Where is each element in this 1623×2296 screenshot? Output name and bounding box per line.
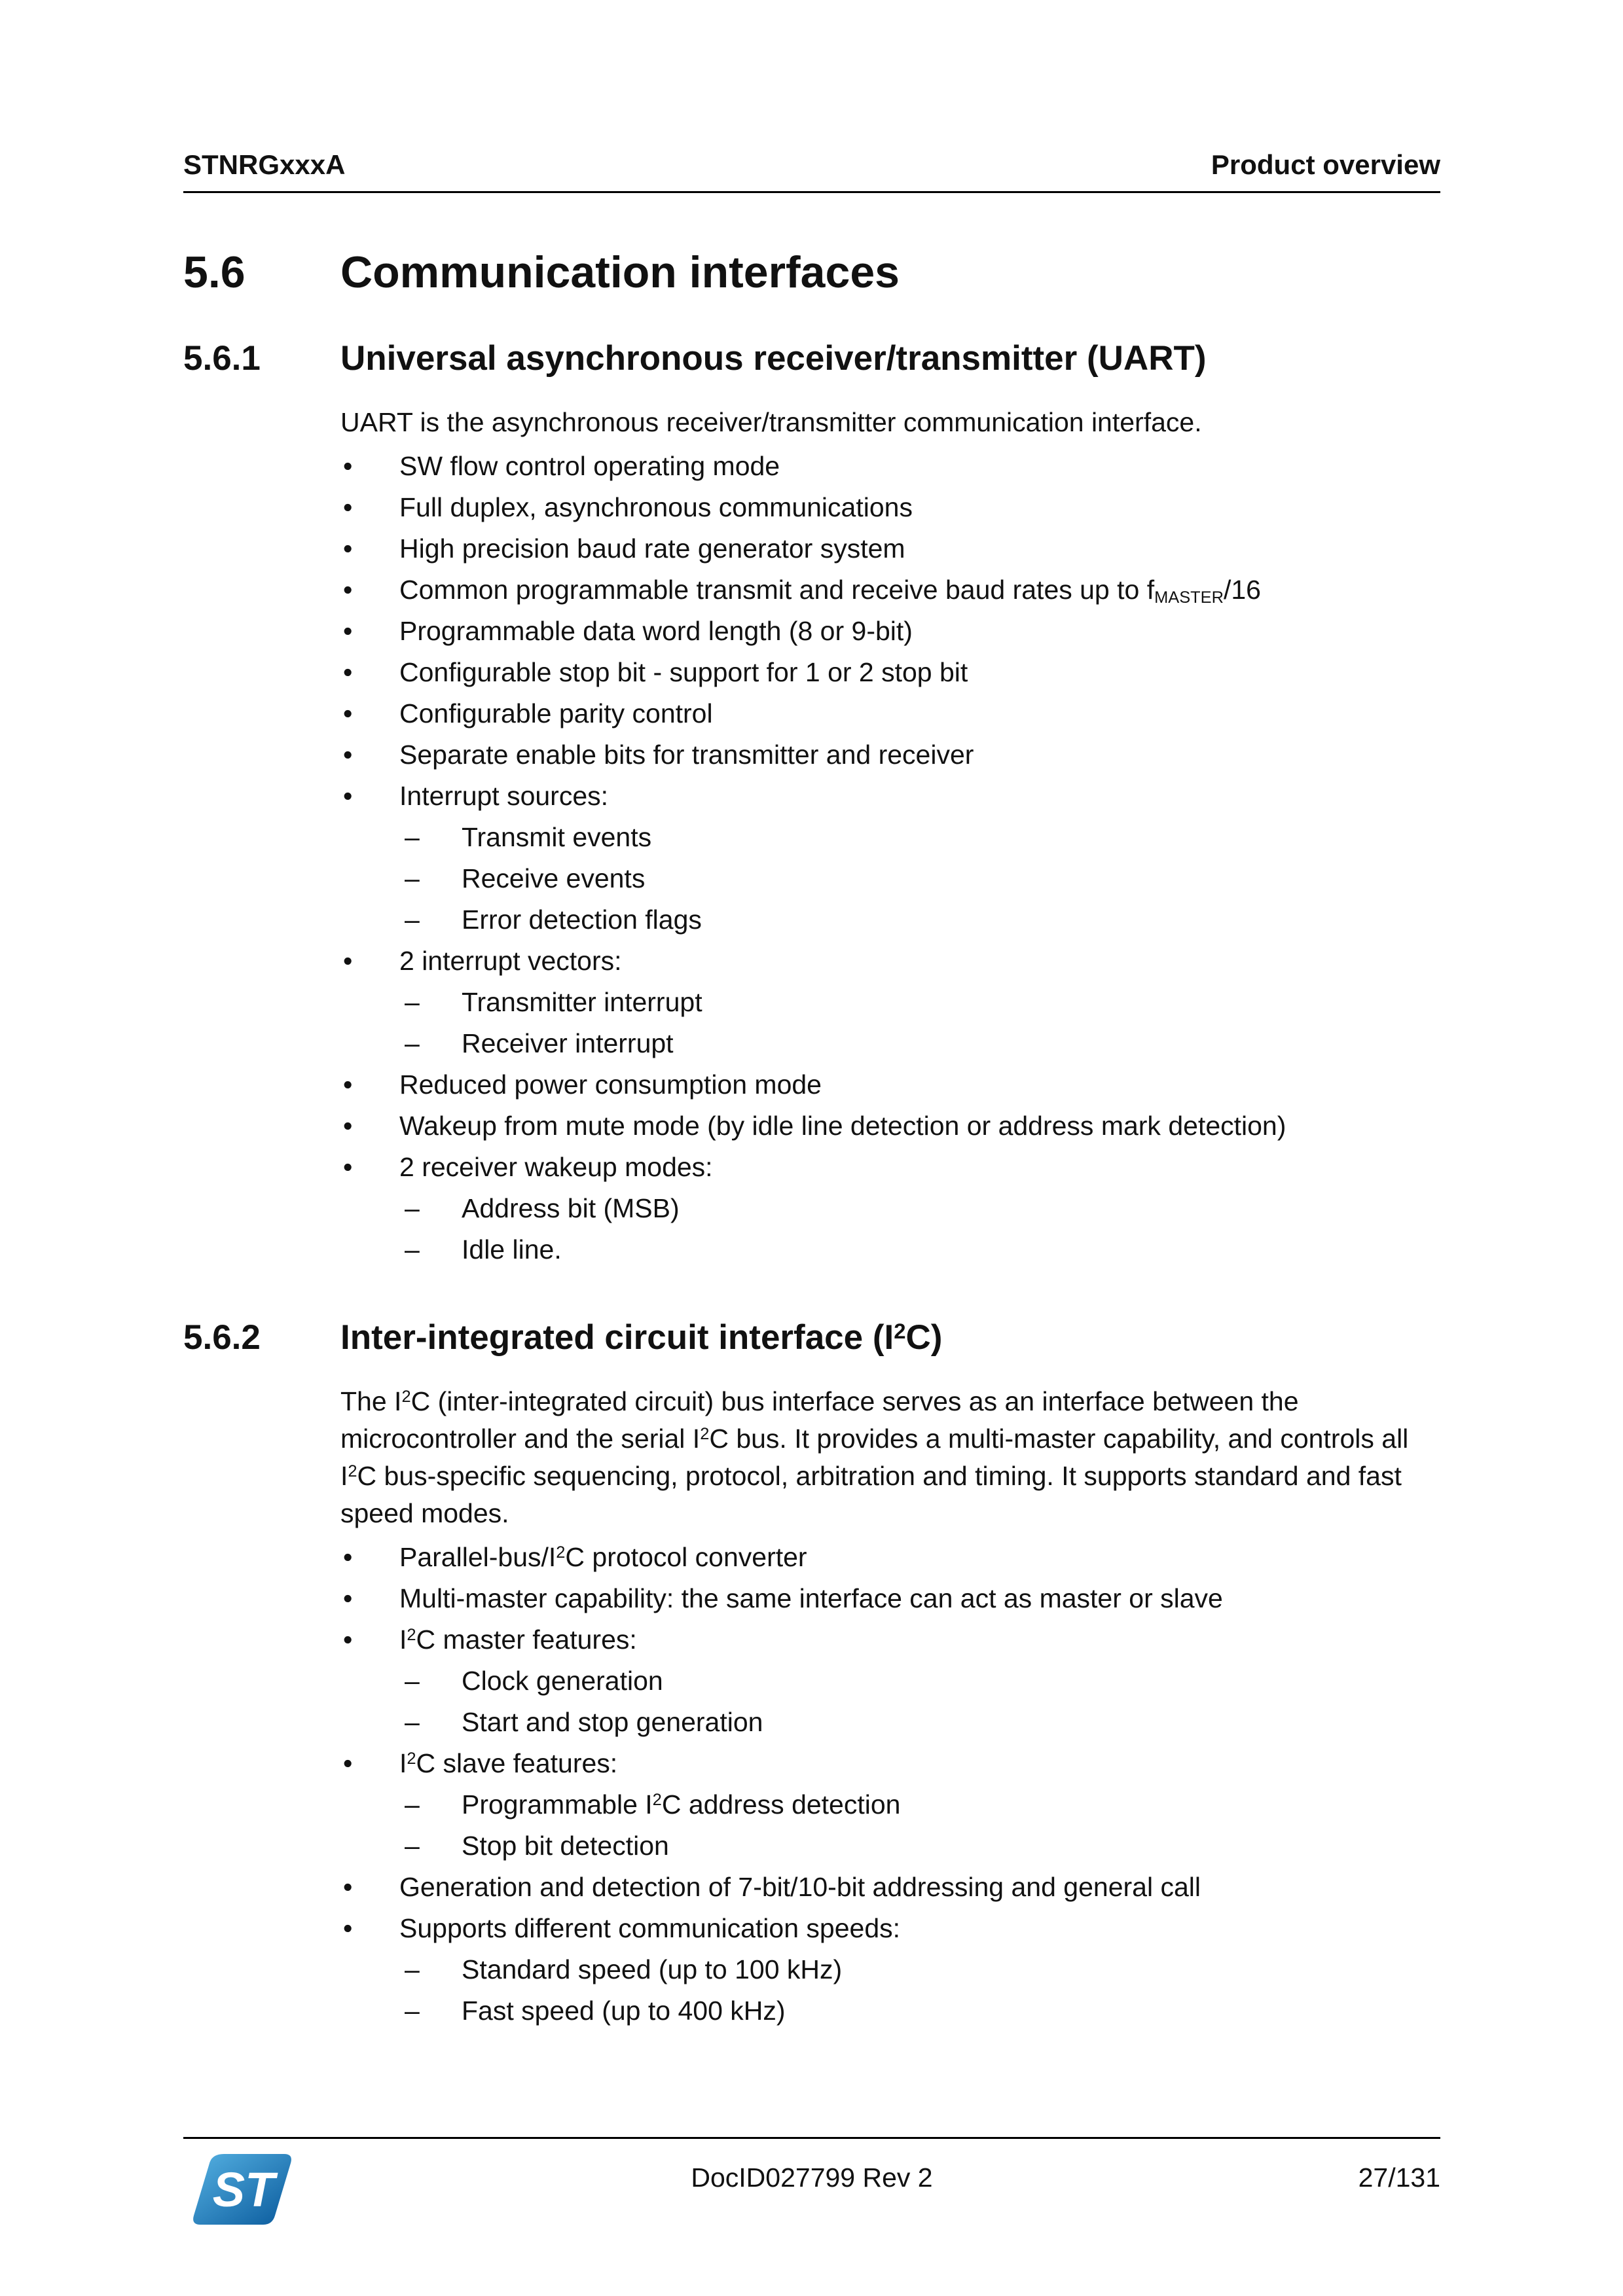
sub-list-item bbox=[399, 1231, 1440, 1268]
list-item bbox=[340, 1745, 1440, 1865]
dash-icon: – bbox=[405, 1193, 420, 1224]
section-heading bbox=[183, 247, 1440, 297]
page-content bbox=[183, 241, 1440, 2034]
list-item-text: $I^2C$ slave features: bbox=[399, 1748, 618, 1779]
sub-list-item bbox=[399, 1951, 1440, 1988]
list-item-text: High precision baud rate generator system bbox=[399, 533, 905, 564]
dash-icon: – bbox=[405, 1028, 420, 1059]
bullet-icon: • bbox=[343, 1152, 353, 1183]
sub-list-item bbox=[399, 860, 1440, 897]
sub-list-item-text: Idle line. bbox=[462, 1234, 562, 1265]
dash-icon: – bbox=[405, 1954, 420, 1985]
list-item bbox=[340, 654, 1440, 691]
list-item-text: Common programmable transmit and receive baud rates up to $f_{MASTER}/16$ bbox=[399, 575, 1261, 607]
bullet-icon: • bbox=[343, 698, 353, 729]
dash-icon: – bbox=[405, 863, 420, 894]
dash-icon: – bbox=[405, 1831, 420, 1861]
i2c-body bbox=[340, 1383, 1440, 2030]
header-product-name: STNRGxxxA bbox=[183, 149, 346, 180]
bullet-icon: • bbox=[343, 1583, 353, 1614]
sub-list-item-text: Stop bit detection bbox=[462, 1831, 669, 1861]
sub-list-item-text: Standard speed (up to 100 kHz) bbox=[462, 1954, 843, 1985]
sub-list-item bbox=[399, 1190, 1440, 1227]
list-item-text: $I^2C$ master features: bbox=[399, 1624, 637, 1655]
bullet-icon: • bbox=[343, 1111, 353, 1141]
dash-icon: – bbox=[405, 822, 420, 853]
list-item bbox=[340, 613, 1440, 650]
dash-icon: – bbox=[405, 905, 420, 935]
list-item bbox=[340, 530, 1440, 567]
sub-list bbox=[399, 1662, 1440, 1741]
list-item-text: Interrupt sources: bbox=[399, 781, 609, 812]
sub-list-item-text: Clock generation bbox=[462, 1666, 663, 1696]
list-item bbox=[340, 1539, 1440, 1576]
list-item-text: Generation and detection of 7-bit/10-bit addressing and general call bbox=[399, 1872, 1201, 1903]
st-logo bbox=[183, 2149, 301, 2229]
sub-list bbox=[399, 819, 1440, 939]
dash-icon: – bbox=[405, 1234, 420, 1265]
sub-list bbox=[399, 984, 1440, 1062]
dash-icon: – bbox=[405, 987, 420, 1018]
footer-rule bbox=[183, 2137, 1440, 2139]
list-item-text: Programmable data word length (8 or 9-bit) bbox=[399, 616, 913, 647]
bullet-icon: • bbox=[343, 781, 353, 812]
bullet-icon: • bbox=[343, 616, 353, 647]
list-item-text: 2 receiver wakeup modes: bbox=[399, 1152, 713, 1183]
dash-icon: – bbox=[405, 1666, 420, 1696]
sub-list-item bbox=[399, 819, 1440, 856]
sub-list-item bbox=[399, 1992, 1440, 2030]
list-item-text: Configurable stop bit - support for 1 or 2 stop bit bbox=[399, 657, 968, 688]
list-item-text: Configurable parity control bbox=[399, 698, 713, 729]
subsection-title: Universal asynchronous receiver/transmitter (UART) bbox=[340, 339, 1207, 378]
subsection-title: Inter-integrated circuit interface $(I^2C)$ bbox=[340, 1318, 943, 1357]
bullet-icon: • bbox=[343, 575, 353, 605]
list-item bbox=[340, 1869, 1440, 1906]
sub-list-item bbox=[399, 901, 1440, 939]
sub-list bbox=[399, 1786, 1440, 1865]
list-item-text: Multi-master capability: the same interface can act as master or slave bbox=[399, 1583, 1223, 1614]
header-chapter-title: Product overview bbox=[1211, 149, 1440, 180]
list-item bbox=[340, 736, 1440, 774]
list-item bbox=[340, 1149, 1440, 1268]
footer-doc-id: DocID027799 Rev 2 bbox=[691, 2162, 933, 2193]
sub-list-item-text: Programmable $I^2C$ address detection bbox=[462, 1789, 901, 1820]
list-item-text: Full duplex, asynchronous communications bbox=[399, 492, 913, 523]
list-item-text: Parallel-$bus/I^2C$ protocol converter bbox=[399, 1542, 807, 1573]
bullet-icon: • bbox=[343, 451, 353, 482]
sub-list-item-text: Transmit events bbox=[462, 822, 652, 853]
page-header bbox=[183, 149, 1440, 193]
bullet-icon: • bbox=[343, 533, 353, 564]
page-footer bbox=[183, 2137, 1440, 2233]
sub-list bbox=[399, 1190, 1440, 1268]
list-item-text: 2 interrupt vectors: bbox=[399, 946, 622, 977]
bullet-icon: • bbox=[343, 740, 353, 770]
list-item bbox=[340, 1066, 1440, 1103]
sub-list-item-text: Address bit (MSB) bbox=[462, 1193, 680, 1224]
sub-list-item-text: Fast speed (up to 400 kHz) bbox=[462, 1996, 786, 2026]
st-logo-text: ST bbox=[212, 2162, 275, 2217]
list-item bbox=[340, 1621, 1440, 1741]
sub-list-item bbox=[399, 1827, 1440, 1865]
sub-list-item bbox=[399, 984, 1440, 1021]
uart-body bbox=[340, 404, 1440, 1268]
list-item bbox=[340, 1580, 1440, 1617]
sub-list-item-text: Start and stop generation bbox=[462, 1707, 763, 1738]
footer-row bbox=[183, 2145, 1440, 2233]
list-item bbox=[340, 942, 1440, 1062]
bullet-icon: • bbox=[343, 946, 353, 977]
sub-list-item-text: Receive events bbox=[462, 863, 646, 894]
sub-list-item bbox=[399, 1786, 1440, 1823]
section-number: 5.6 bbox=[183, 247, 246, 297]
subsection-number: 5.6.1 bbox=[183, 339, 261, 378]
uart-bullet-list bbox=[340, 448, 1440, 1268]
sub-list bbox=[399, 1951, 1440, 2030]
list-item bbox=[340, 1107, 1440, 1145]
i2c-intro-paragraph: The $I^2C$ (inter-integrated circuit) bus interface serves as an interface between the microcontroller and the serial $I^2C$ bus. It provides a multi-master capability, and controls all $I^2C$ bus-specific sequencing, protocol, arbitration and timing. It supports standard and fast speed modes. bbox=[340, 1386, 1409, 1529]
list-item bbox=[340, 695, 1440, 732]
list-item-text: Separate enable bits for transmitter and receiver bbox=[399, 740, 974, 770]
dash-icon: – bbox=[405, 1996, 420, 2026]
sub-list-item bbox=[399, 1662, 1440, 1700]
bullet-icon: • bbox=[343, 1624, 353, 1655]
bullet-icon: • bbox=[343, 657, 353, 688]
sub-list-item bbox=[399, 1704, 1440, 1741]
list-item-text: Supports different communication speeds: bbox=[399, 1913, 901, 1944]
subsection-heading-i2c bbox=[183, 1318, 1440, 1358]
sub-list-item bbox=[399, 1025, 1440, 1062]
list-item bbox=[340, 778, 1440, 939]
list-item bbox=[340, 448, 1440, 485]
bullet-icon: • bbox=[343, 1069, 353, 1100]
dash-icon: – bbox=[405, 1707, 420, 1738]
list-item bbox=[340, 489, 1440, 526]
bullet-icon: • bbox=[343, 1748, 353, 1779]
bullet-icon: • bbox=[343, 1913, 353, 1944]
footer-page-number: 27/131 bbox=[1358, 2162, 1440, 2193]
list-item bbox=[340, 1910, 1440, 2030]
i2c-bullet-list bbox=[340, 1539, 1440, 2030]
dash-icon: – bbox=[405, 1789, 420, 1820]
bullet-icon: • bbox=[343, 1872, 353, 1903]
subsection-number: 5.6.2 bbox=[183, 1318, 261, 1357]
sub-list-item-text: Transmitter interrupt bbox=[462, 987, 702, 1018]
subsection-heading-uart bbox=[183, 339, 1440, 379]
bullet-icon: • bbox=[343, 1542, 353, 1573]
list-item-text: Reduced power consumption mode bbox=[399, 1069, 822, 1100]
section-title: Communication interfaces bbox=[340, 247, 900, 297]
list-item bbox=[340, 571, 1440, 609]
sub-list-item-text: Error detection flags bbox=[462, 905, 702, 935]
bullet-icon: • bbox=[343, 492, 353, 523]
sub-list-item-text: Receiver interrupt bbox=[462, 1028, 674, 1059]
uart-intro-paragraph: UART is the asynchronous receiver/transmitter communication interface. bbox=[340, 407, 1202, 438]
list-item-text: SW flow control operating mode bbox=[399, 451, 780, 482]
list-item-text: Wakeup from mute mode (by idle line detection or address mark detection) bbox=[399, 1111, 1286, 1141]
